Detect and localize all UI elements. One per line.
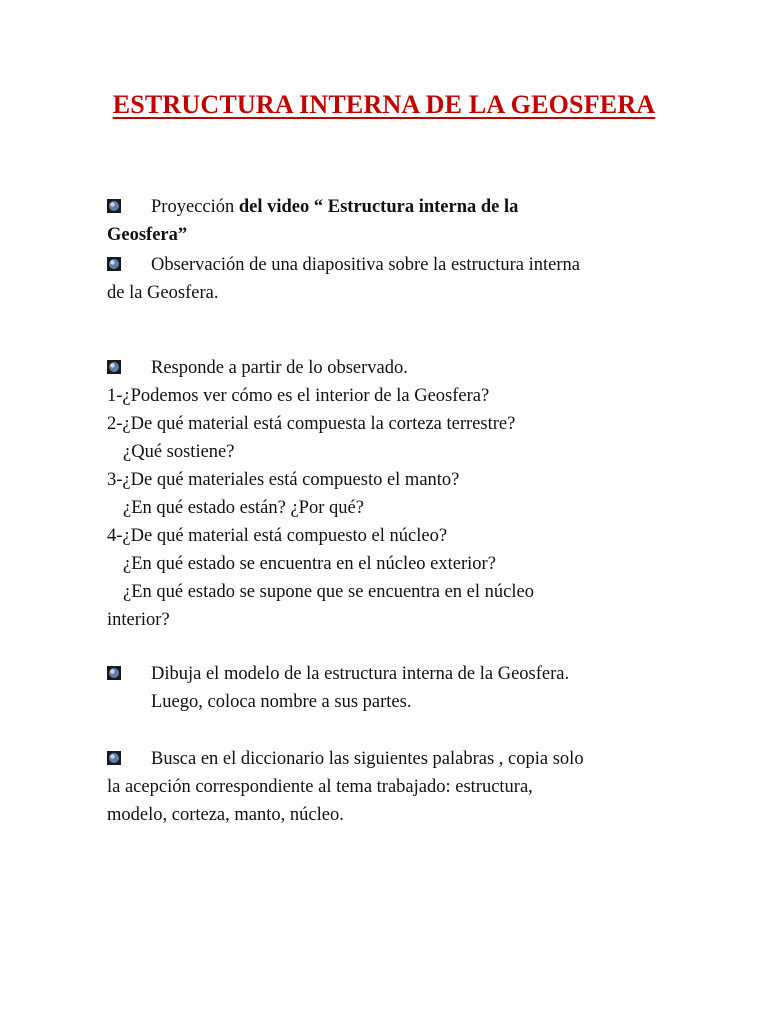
questions-intro: Responde a partir de lo observado.	[151, 358, 408, 378]
globe-bullet-icon	[107, 257, 121, 271]
dictionary-line-3: modelo, corteza, manto, núcleo.	[107, 805, 344, 825]
globe-bullet-icon	[107, 751, 121, 765]
question-2-sub: ¿Qué sostiene?	[123, 442, 235, 462]
bullet-slide-line1: Observación de una diapositiva sobre la estructura interna	[151, 255, 580, 275]
bullet-video-bold-cont: Geosfera”	[107, 225, 188, 245]
question-4-sub-1: ¿En qué estado se encuentra en el núcleo exterior?	[123, 554, 496, 574]
draw-line-2: Luego, coloca nombre a sus partes.	[151, 692, 412, 712]
question-4-sub-2: ¿En qué estado se supone que se encuentra en el núcleo	[123, 582, 534, 602]
page-title: ESTRUCTURA INTERNA DE LA GEOSFERA	[112, 90, 656, 119]
bullet-video-bold: del video “ Estructura interna de la	[238, 197, 519, 217]
question-2: 2-¿De qué material está compuesta la corteza terrestre?	[107, 414, 516, 434]
globe-bullet-icon	[107, 360, 121, 374]
question-4: 4-¿De qué material está compuesto el núcleo?	[107, 526, 448, 546]
bullet-slide-line2: de la Geosfera.	[107, 283, 219, 303]
draw-line-1: Dibuja el modelo de la estructura interna de la Geosfera.	[151, 664, 570, 684]
bullet-video-plain: Proyección	[151, 197, 239, 217]
dictionary-line-1: Busca en el diccionario las siguientes palabras , copia solo	[151, 749, 584, 769]
question-4-sub-2-cont: interior?	[107, 610, 170, 630]
dictionary-line-2: la acepción correspondiente al tema trabajado: estructura,	[107, 777, 533, 797]
question-3: 3-¿De qué materiales está compuesto el manto?	[107, 470, 460, 490]
question-1: 1-¿Podemos ver cómo es el interior de la Geosfera?	[107, 386, 490, 406]
globe-bullet-icon	[107, 666, 121, 680]
globe-bullet-icon	[107, 199, 121, 213]
question-3-sub: ¿En qué estado están? ¿Por qué?	[123, 498, 364, 518]
